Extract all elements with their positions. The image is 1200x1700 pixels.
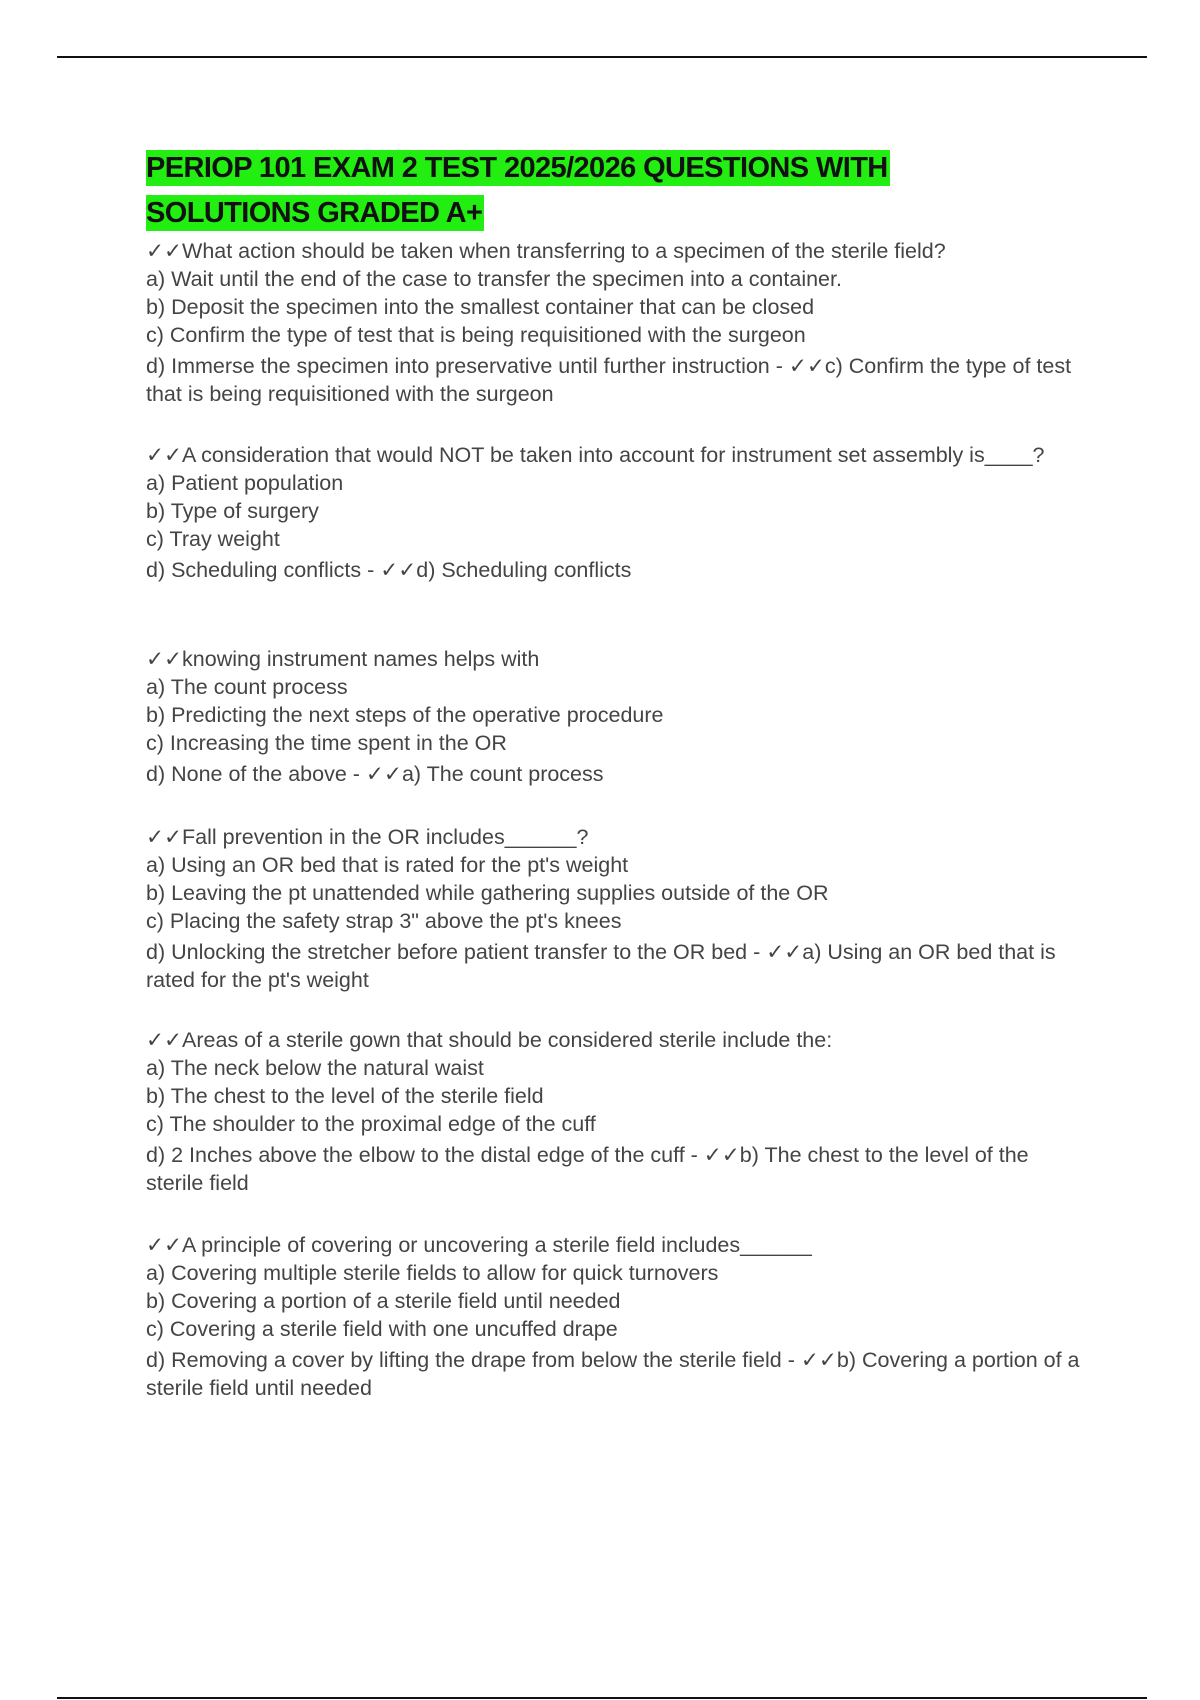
option-d-with-answer: d) Immerse the specimen into preservative until further instruction - ✓✓c) Confirm the type of test that is being requisitioned with the surgeon	[146, 354, 1072, 406]
question-block	[146, 237, 1086, 408]
option-c: c) Covering a sterile field with one uncuffed drape	[146, 1317, 618, 1341]
option-b: b) Deposit the specimen into the smallest container that can be closed	[146, 295, 815, 319]
option-a: a) Patient population	[146, 471, 344, 495]
option-d-with-answer: d) 2 Inches above the elbow to the distal edge of the cuff - ✓✓b) The chest to the level of the sterile field	[146, 1143, 1029, 1195]
option-d-with-answer: d) Scheduling conflicts - ✓✓d) Scheduling conflicts	[146, 558, 632, 582]
document-title	[146, 146, 890, 236]
option-a: a) The neck below the natural waist	[146, 1056, 484, 1080]
question-text: ✓✓A principle of covering or uncovering a sterile field includes______	[146, 1233, 812, 1257]
title-line-1: PERIOP 101 EXAM 2 TEST 2025/2026 QUESTIONS WITH	[146, 152, 888, 184]
question-text: ✓✓knowing instrument names helps with	[146, 647, 540, 671]
option-a: a) The count process	[146, 675, 348, 699]
option-b: b) Type of surgery	[146, 499, 319, 523]
option-d-with-answer: d) Removing a cover by lifting the drape from below the sterile field - ✓✓b) Covering a portion of a sterile field until needed	[146, 1348, 1080, 1400]
option-c: c) Confirm the type of test that is being requisitioned with the surgeon	[146, 323, 806, 347]
question-text: ✓✓What action should be taken when transferring to a specimen of the sterile field?	[146, 239, 946, 263]
option-c: c) Tray weight	[146, 527, 280, 551]
option-b: b) The chest to the level of the sterile field	[146, 1084, 544, 1108]
option-a: a) Wait until the end of the case to transfer the specimen into a container.	[146, 267, 842, 291]
option-a: a) Covering multiple sterile fields to allow for quick turnovers	[146, 1261, 719, 1285]
top-divider	[57, 56, 1147, 58]
option-c: c) Increasing the time spent in the OR	[146, 731, 507, 755]
title-line-2: SOLUTIONS GRADED A+	[146, 197, 483, 229]
option-c: c) The shoulder to the proximal edge of the cuff	[146, 1112, 596, 1136]
option-a: a) Using an OR bed that is rated for the pt's weight	[146, 853, 629, 877]
question-block	[146, 1231, 1086, 1402]
question-block	[146, 823, 1086, 994]
option-c: c) Placing the safety strap 3" above the pt's knees	[146, 909, 622, 933]
bottom-divider	[57, 1697, 1147, 1699]
option-d-with-answer: d) None of the above - ✓✓a) The count process	[146, 762, 604, 786]
question-text: ✓✓Areas of a sterile gown that should be considered sterile include the:	[146, 1028, 833, 1052]
question-text: ✓✓A consideration that would NOT be taken into account for instrument set assembly is____?	[146, 443, 1045, 467]
question-block	[146, 1026, 1086, 1197]
question-block	[146, 645, 1086, 788]
option-b: b) Leaving the pt unattended while gathering supplies outside of the OR	[146, 881, 829, 905]
option-b: b) Covering a portion of a sterile field until needed	[146, 1289, 621, 1313]
question-text: ✓✓Fall prevention in the OR includes______?	[146, 825, 589, 849]
option-b: b) Predicting the next steps of the operative procedure	[146, 703, 664, 727]
question-block	[146, 441, 1086, 584]
option-d-with-answer: d) Unlocking the stretcher before patient transfer to the OR bed - ✓✓a) Using an OR bed that is rated for the pt's weight	[146, 940, 1056, 992]
